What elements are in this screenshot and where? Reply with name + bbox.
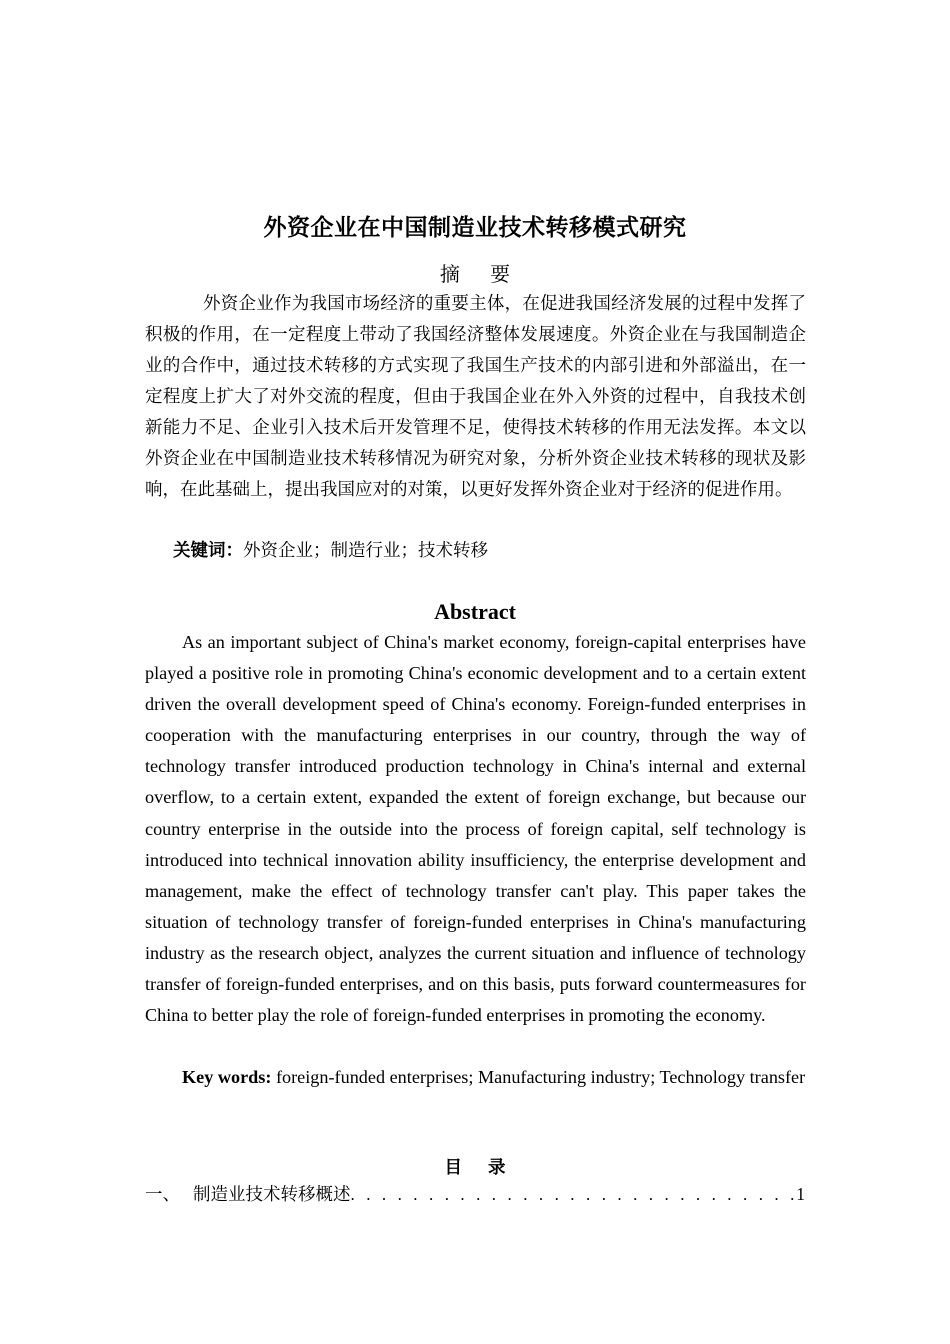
cn-abstract-heading: 摘 要 <box>439 262 523 286</box>
toc-entry-link[interactable]: 制造业技术转移概述 <box>193 1185 351 1205</box>
cn-keywords-label: 关键词： <box>173 541 243 561</box>
document-title: 外资企业在中国制造业技术转移模式研究 <box>263 215 687 241</box>
en-keywords-text: foreign-funded enterprises; Manufacturing industry; Technology transfer <box>275 1067 806 1087</box>
en-abstract-body: As an important subject of China's market economy, foreign-capital enterprises have played a positive role in promoting China's economic development and to a certain extent driven the overall development speed of China's economy. Foreign-funded enterprises in cooperation with the manufacturing enterprises in our country, through the way of technology transfer introduced production technology in China's internal and external overflow, to a certain extent, expanded the extent of foreign exchange, but because our country enterprise in the outside into the process of foreign capital, self technology is introduced into technical innovation ability insufficiency, the enterprise development and management, make the effect of technology transfer can't play. This paper takes the situation of technology transfer of foreign-funded enterprises in China's manufacturing industry as the research object, analyzes the current situation and influence of technology transfer of foreign-funded enterprises, and on this basis, puts forward countermeasures for China to better play the role of foreign-funded enterprises in promoting the economy. <box>145 632 806 1026</box>
cn-abstract-body: 外资企业作为我国市场经济的重要主体，在促进我国经济发展的过程中发挥了积极的作用，在一定程度上带动了我国经济整体发展速度。外资企业在与我国制造企业的合作中，通过技术转移的方式实现了我国生产技术的内部引进和外部溢出，在一定程度上扩大了对外交流的程度，但由于我国企业在外入外资的过程中，自我技术创新能力不足、企业引入技术后开发管理不足，使得技术转移的作用无法发挥。本文以外资企业在中国制造业技术转移情况为研究对象，分析外资企业技术转移的现状及影响，在此基础上，提出我国应对的对策，以更好发挥外资企业对于经济的促进作用。 <box>145 294 806 500</box>
toc-heading: 目 录 <box>444 1158 516 1178</box>
cn-keywords <box>173 536 488 567</box>
en-abstract-heading: Abstract <box>434 599 516 624</box>
en-keywords <box>145 1062 806 1093</box>
cn-keywords-text: 外资企业；制造行业；技术转移 <box>243 541 488 561</box>
toc-entry-number: 一、 <box>145 1185 180 1205</box>
toc-entry-page: 1 <box>796 1184 805 1204</box>
en-keywords-label: Key words: <box>182 1067 272 1087</box>
toc-leader-dots <box>351 1180 795 1210</box>
toc-entry[interactable] <box>145 1179 805 1209</box>
